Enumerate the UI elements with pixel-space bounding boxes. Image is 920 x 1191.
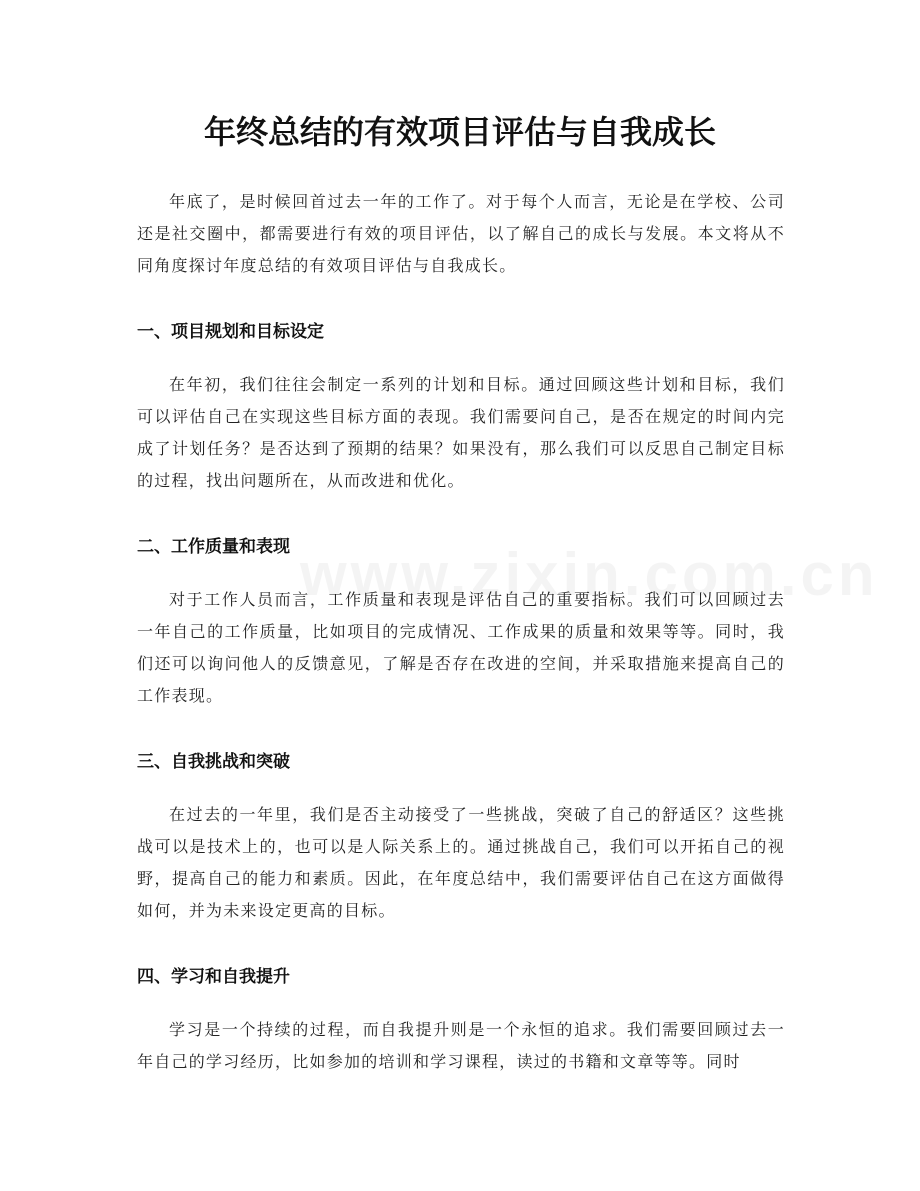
document-title: 年终总结的有效项目评估与自我成长 xyxy=(203,113,716,151)
section-body-3: 在过去的一年里，我们是否主动接受了一些挑战，突破了自己的舒适区？这些挑战可以是技术上的，也可以是人际关系上的。通过挑战自己，我们可以开拓自己的视野，提高自己的能力和素质。因此，在年度总结中，我们需要评估自己在这方面做得如何，并为未来设定更高的目标。 xyxy=(137,805,785,920)
section-heading-3: 三、自我挑战和突破 xyxy=(137,752,290,772)
document-body xyxy=(137,186,785,1078)
section-body-1: 在年初，我们往往会制定一系列的计划和目标。通过回顾这些计划和目标，我们可以评估自己在实现这些目标方面的表现。我们需要问自己，是否在规定的时间内完成了计划任务？是否达到了预期的结果？如果没有，那么我们可以反思自己制定目标的过程，找出问题所在，从而改进和优化。 xyxy=(137,375,785,490)
section-heading-1: 一、项目规划和目标设定 xyxy=(137,322,324,342)
section-heading-2: 二、工作质量和表现 xyxy=(137,537,290,557)
intro-paragraph: 年底了，是时候回首过去一年的工作了。对于每个人而言，无论是在学校、公司还是社交圈中，都需要进行有效的项目评估，以了解自己的成长与发展。本文将从不同角度探讨年度总结的有效项目评估与自我成长。 xyxy=(137,192,785,275)
section-body-4: 学习是一个持续的过程，而自我提升则是一个永恒的追求。我们需要回顾过去一年自己的学习经历，比如参加的培训和学习课程，读过的书籍和文章等等。同时 xyxy=(137,1020,785,1071)
section-heading-4: 四、学习和自我提升 xyxy=(137,967,290,987)
section-body-2: 对于工作人员而言，工作质量和表现是评估自己的重要指标。我们可以回顾过去一年自己的工作质量，比如项目的完成情况、工作成果的质量和效果等等。同时，我们还可以询问他人的反馈意见，了解是否存在改进的空间，并采取措施来提高自己的工作表现。 xyxy=(137,590,785,705)
